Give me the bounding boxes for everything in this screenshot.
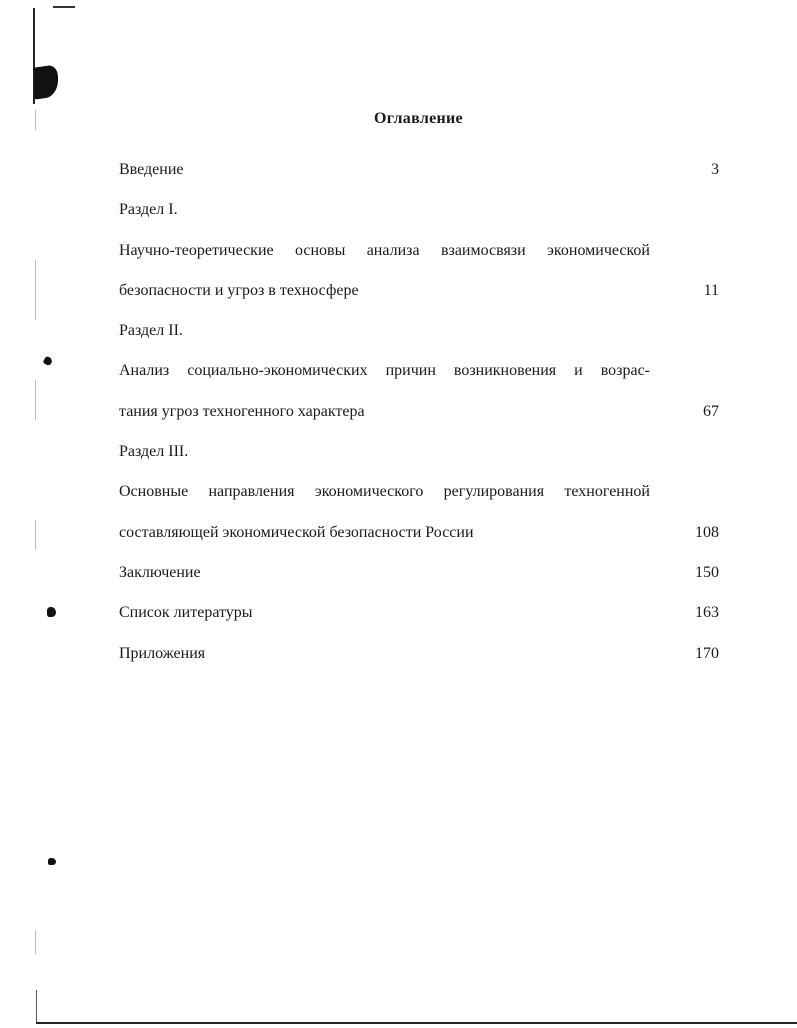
toc-entry-introduction: [119, 150, 719, 190]
toc-entry-text: Приложения: [119, 644, 206, 662]
toc-page-number: 3: [711, 161, 719, 178]
toc-entry-section-1: [119, 190, 719, 230]
toc-entry-section-3-title-line2: [119, 513, 719, 553]
scan-edge-line: [36, 990, 37, 1024]
toc-entry-text: безопасности и угроз в техносфере: [119, 281, 359, 299]
toc-page-number: 108: [695, 523, 719, 541]
toc-entry-section-1-title-line1: [119, 231, 719, 271]
scan-faint-mark: [35, 520, 36, 550]
table-of-contents: [119, 150, 719, 674]
scan-faint-mark: [35, 260, 36, 320]
toc-entry-appendices: [119, 634, 719, 674]
toc-entry-bibliography: [119, 593, 719, 633]
scan-speck: [43, 356, 54, 367]
toc-entry-section-2-title-line2: [119, 392, 719, 432]
toc-page-number: 163: [695, 604, 719, 622]
scan-faint-mark: [35, 930, 36, 954]
toc-entry-text: Раздел II.: [119, 322, 183, 340]
toc-entry-text: Заключение: [119, 563, 201, 581]
page-title: Оглавление: [374, 110, 463, 127]
toc-entry-text: тания угроз техногенного характера: [119, 402, 365, 420]
scan-speck: [48, 858, 56, 865]
toc-entry-conclusion: [119, 553, 719, 593]
toc-entry-text: Раздел III.: [119, 443, 189, 461]
scan-top-mark: [53, 6, 75, 8]
toc-entry-text: Раздел I.: [119, 201, 178, 219]
scan-ink-blot: [34, 64, 58, 99]
scan-faint-mark: [35, 380, 36, 420]
toc-entry-text: Анализ социально-экономических причин возникновения и возрас-: [119, 362, 650, 380]
toc-entry-text: составляющей экономической безопасности России: [119, 523, 474, 541]
toc-entry-section-2: [119, 311, 719, 351]
toc-entry-text: Список литературы: [119, 604, 253, 622]
scan-bottom-edge: [36, 1022, 797, 1024]
toc-entry-section-1-title-line2: [119, 271, 719, 311]
toc-entry-text: Введение: [119, 161, 184, 178]
toc-entry-text: Основные направления экономического регулирования техногенной: [119, 483, 650, 501]
toc-page-number: 11: [703, 281, 719, 299]
toc-entry-section-2-title-line1: [119, 351, 719, 391]
toc-page-number: 67: [703, 402, 719, 420]
toc-page-number: 150: [695, 563, 719, 581]
toc-entry-section-3-title-line1: [119, 472, 719, 512]
toc-entry-text: Научно-теоретические основы анализа взаимосвязи экономической: [119, 241, 650, 259]
toc-entry-section-3: [119, 432, 719, 472]
scan-speck: [47, 607, 56, 617]
toc-page-number: 170: [695, 644, 719, 662]
